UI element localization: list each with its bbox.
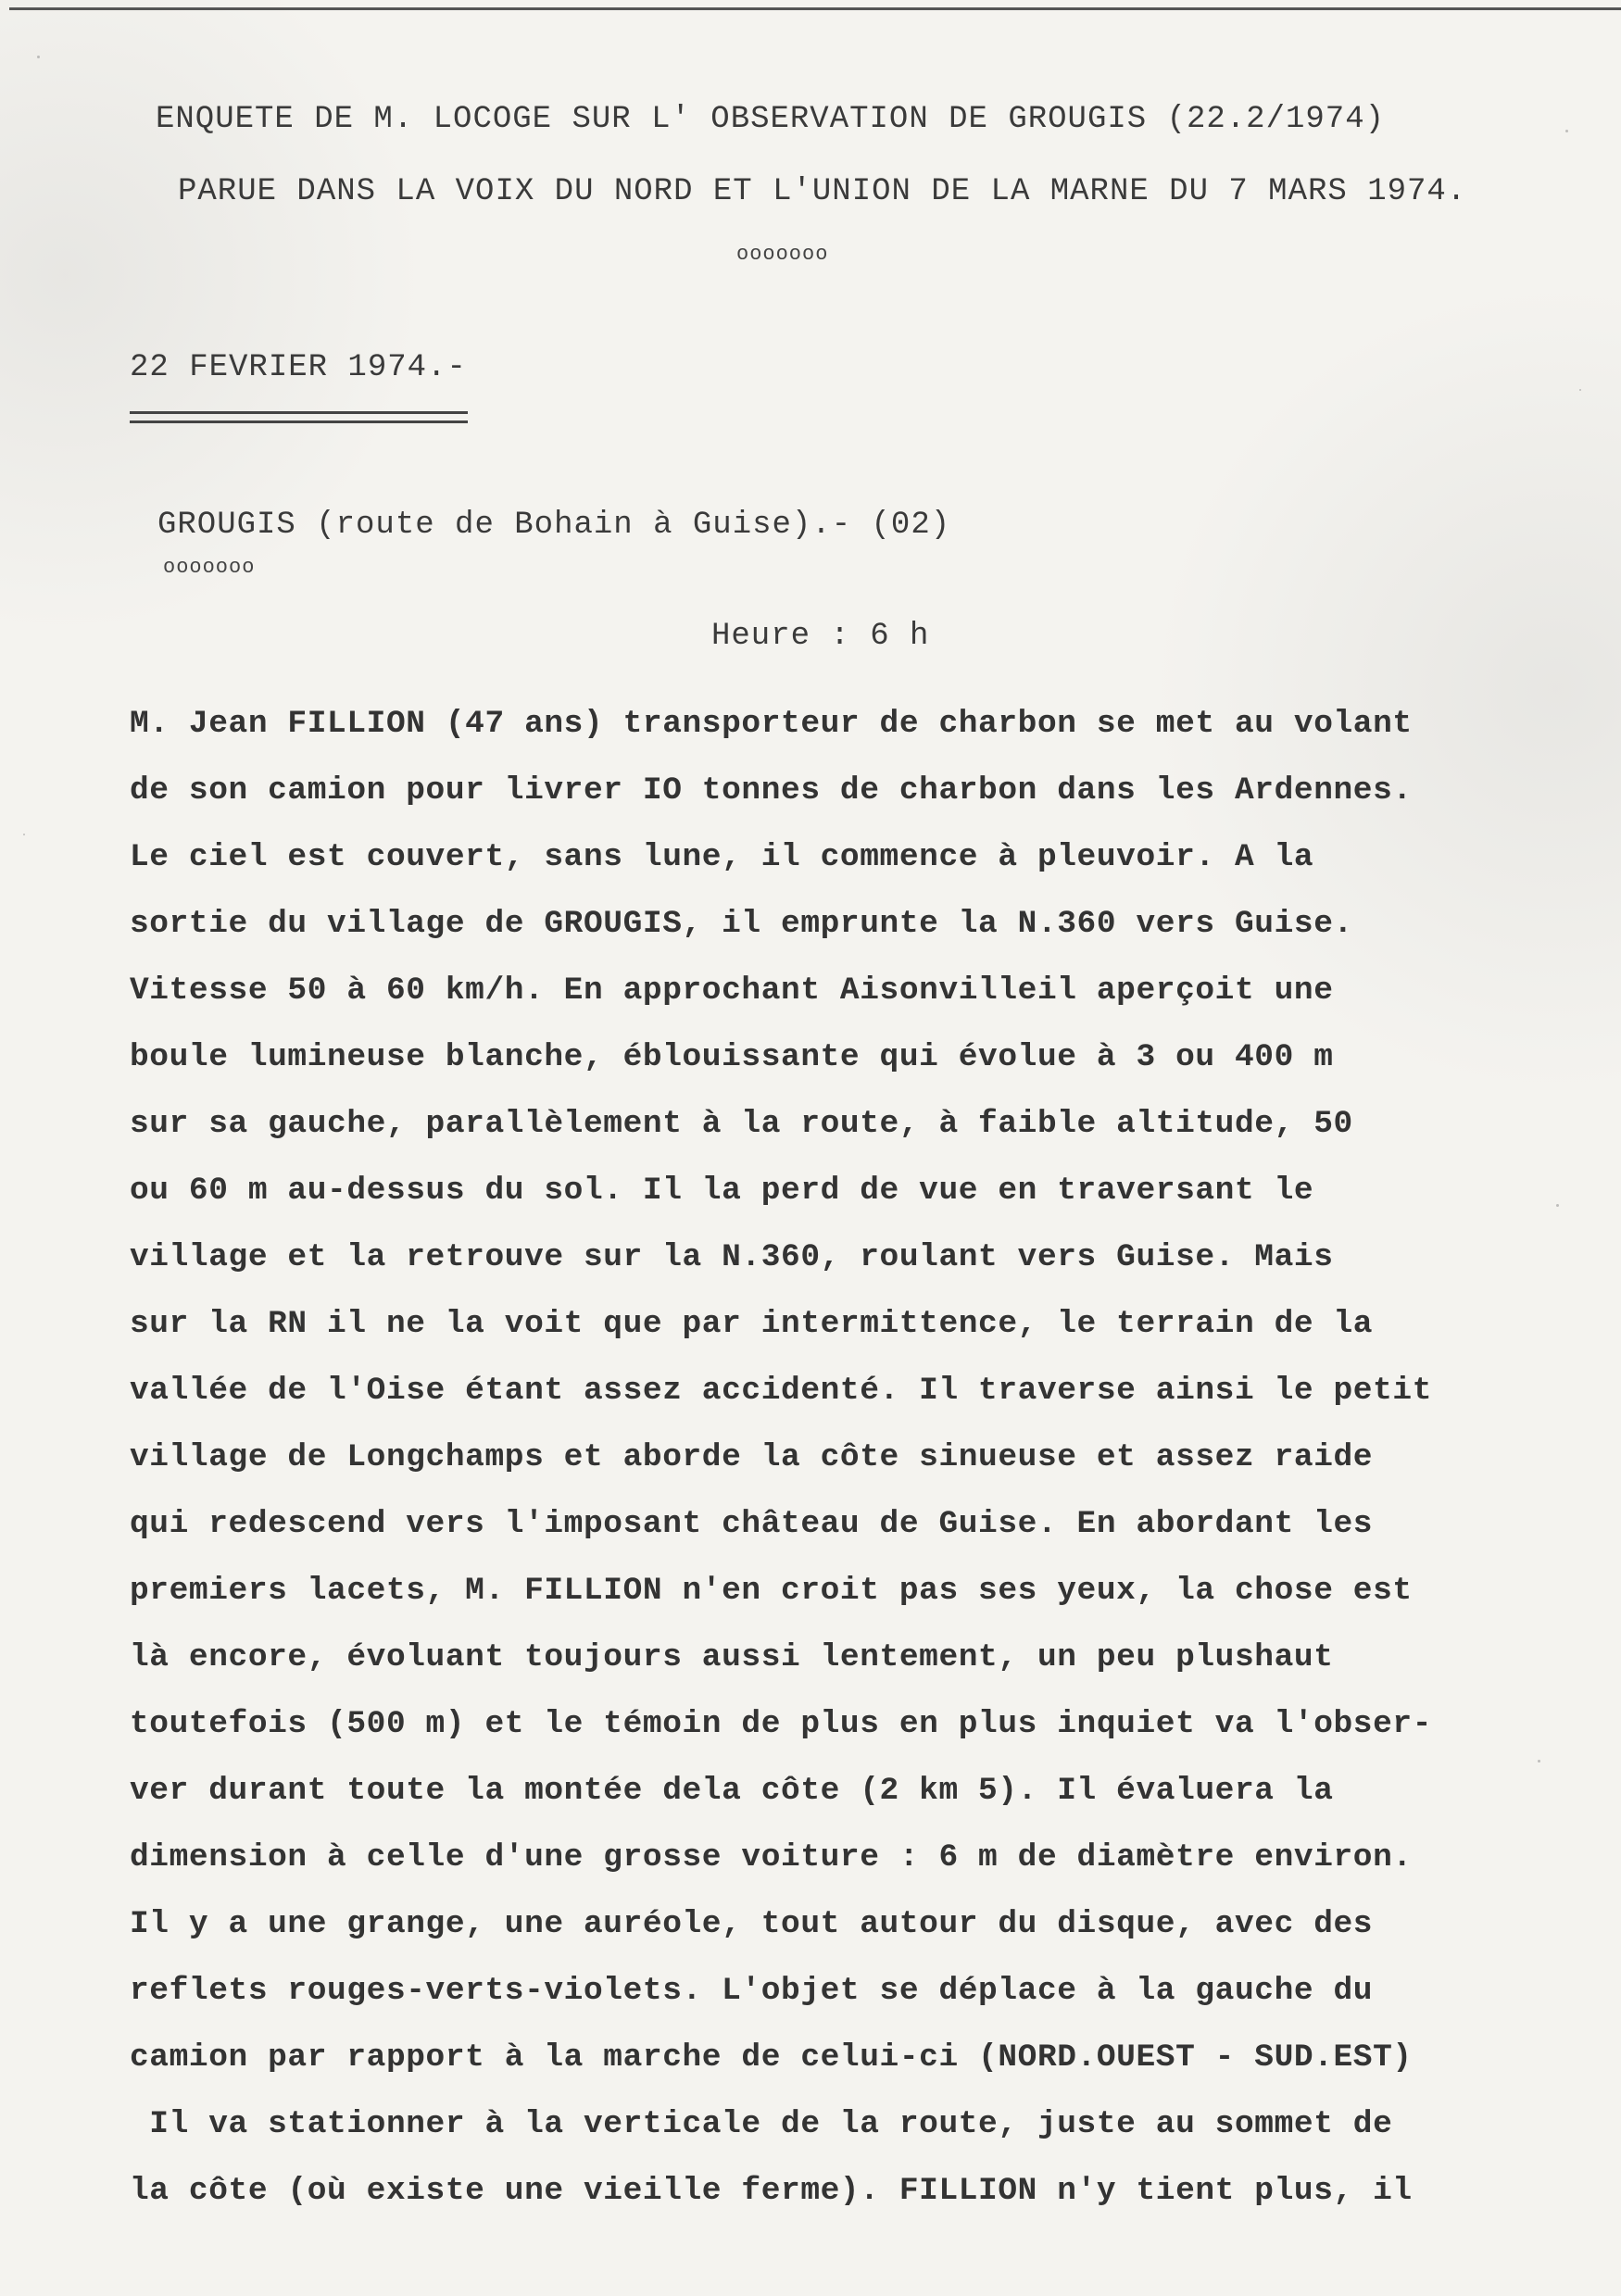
scan-speck: [1538, 1760, 1540, 1763]
body-line: boule lumineuse blanche, éblouissante qui évolue à 3 ou 400 m: [130, 1039, 1334, 1075]
scan-speck: [1556, 1204, 1559, 1207]
scan-speck: [23, 834, 25, 835]
body-line: sortie du village de GROUGIS, il emprunte la N.360 vers Guise.: [130, 906, 1353, 942]
body-line: camion par rapport à la marche de celui-ci (NORD.OUEST - SUD.EST): [130, 2039, 1413, 2076]
body-line: dimension à celle d'une grosse voiture : 6 m de diamètre environ.: [130, 1839, 1413, 1876]
body-line: toutefois (500 m) et le témoin de plus en plus inquiet va l'obser-: [130, 1706, 1433, 1742]
body-line: village et la retrouve sur la N.360, roulant vers Guise. Mais: [130, 1239, 1334, 1275]
document-title-line-1: ENQUETE DE M. LOCOGE SUR L' OBSERVATION DE GROUGIS (22.2/1974): [156, 102, 1386, 137]
body-line: Il va stationner à la verticale de la route, juste au sommet de: [130, 2106, 1393, 2142]
body-line: ver durant toute la montée dela côte (2 km 5). Il évaluera la: [130, 1773, 1334, 1809]
body-line: qui redescend vers l'imposant château de Guise. En abordant les: [130, 1506, 1374, 1542]
document-title-line-2: PARUE DANS LA VOIX DU NORD ET L'UNION DE LA MARNE DU 7 MARS 1974.: [178, 174, 1467, 209]
body-line: Il y a une grange, une auréole, tout autour du disque, avec des: [130, 1906, 1374, 1942]
top-border-line: [9, 7, 1621, 10]
body-line: Vitesse 50 à 60 km/h. En approchant Aisonvilleil aperçoit une: [130, 972, 1334, 1009]
body-line: vallée de l'Oise étant assez accidenté. Il traverse ainsi le petit: [130, 1373, 1433, 1409]
location-label: GROUGIS (route de Bohain à Guise).- (02): [157, 508, 951, 543]
observation-time: Heure : 6 h: [711, 619, 930, 654]
report-date: 22 FEVRIER 1974.-: [130, 350, 467, 385]
date-underline-1: [130, 411, 468, 414]
scan-speck: [37, 56, 40, 58]
body-line: Le ciel est couvert, sans lune, il commence à pleuvoir. A la: [130, 839, 1314, 875]
body-line: la côte (où existe une vieille ferme). FILLION n'y tient plus, il: [130, 2173, 1413, 2209]
body-line: sur sa gauche, parallèlement à la route, à faible altitude, 50: [130, 1106, 1353, 1142]
body-line: village de Longchamps et aborde la côte sinueuse et assez raide: [130, 1439, 1374, 1475]
body-line: M. Jean FILLION (47 ans) transporteur de charbon se met au volant: [130, 706, 1413, 742]
body-line: ou 60 m au-dessus du sol. Il la perd de vue en traversant le: [130, 1173, 1314, 1209]
body-line: sur la RN il ne la voit que par intermittence, le terrain de la: [130, 1306, 1374, 1342]
scan-speck: [1565, 130, 1568, 132]
body-line: de son camion pour livrer IO tonnes de charbon dans les Ardennes.: [130, 772, 1413, 809]
title-ornament: ooooooo: [736, 243, 829, 266]
date-underline-2: [130, 420, 468, 423]
scan-speck: [1579, 389, 1581, 391]
body-line: premiers lacets, M. FILLION n'en croit pas ses yeux, la chose est: [130, 1573, 1413, 1609]
body-line: là encore, évoluant toujours aussi lentement, un peu plushaut: [130, 1639, 1334, 1675]
location-ornament: ooooooo: [163, 556, 256, 579]
body-line: reflets rouges-verts-violets. L'objet se déplace à la gauche du: [130, 1973, 1374, 2009]
